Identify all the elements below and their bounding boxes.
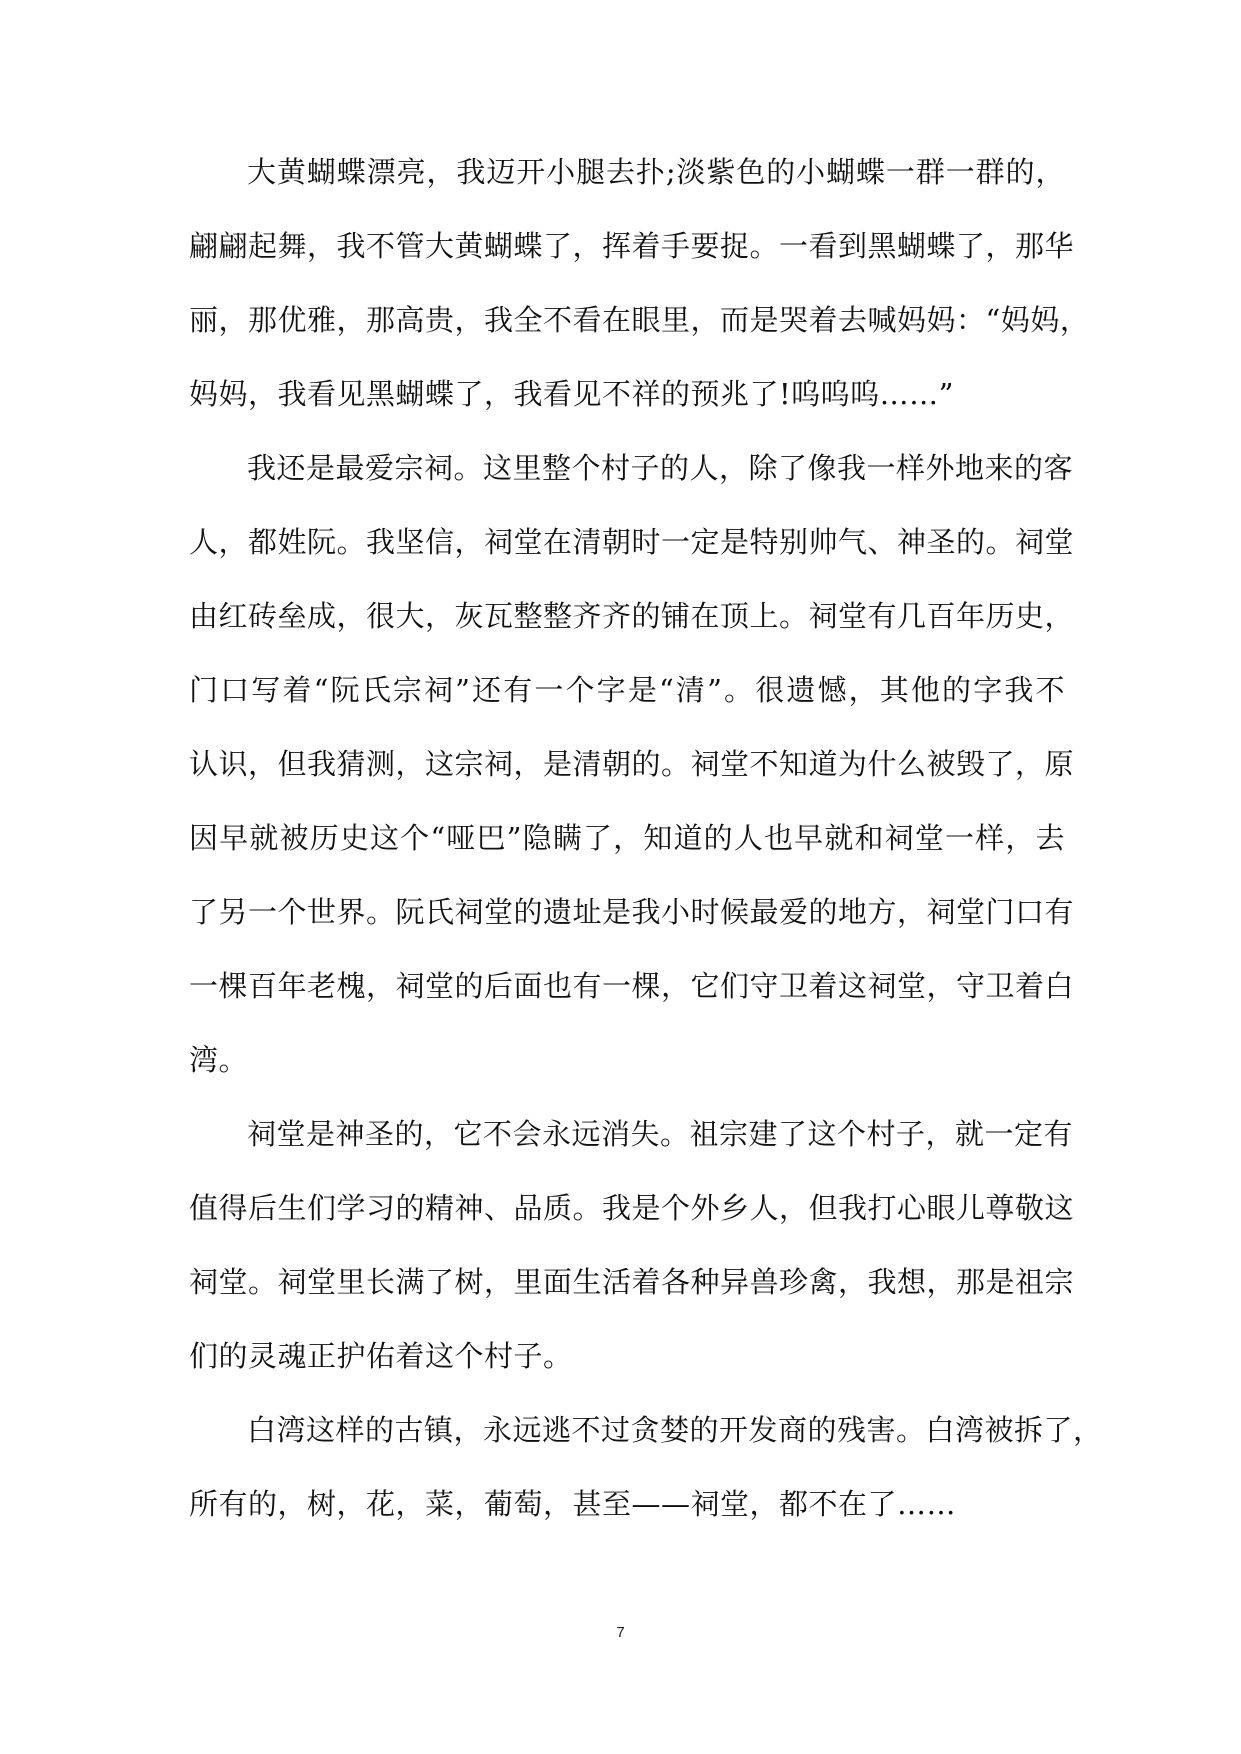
- body-text: [189, 135, 1103, 1541]
- text-line: 祠堂。祠堂里长满了树，里面生活着各种异兽珍禽，我想，那是祖宗: [189, 1265, 1075, 1299]
- text-line: 白湾这样的古镇，永远逃不过贪婪的开发商的残害。白湾被拆了，: [247, 1413, 1103, 1447]
- text-line: 妈妈，我看见黑蝴蝶了，我看见不祥的预兆了!呜呜呜……”: [189, 377, 954, 411]
- text-line: 湾。: [189, 1043, 249, 1077]
- text-line: 人，都姓阮。我坚信，祠堂在清朝时一定是特别帅气、神圣的。祠堂: [189, 525, 1075, 559]
- text-line: 因早就被历史这个“哑巴”隐瞒了，知道的人也早就和祠堂一样，去: [189, 821, 1065, 855]
- text-line: 了另一个世界。阮氏祠堂的遗址是我小时候最爱的地方，祠堂门口有: [189, 895, 1075, 929]
- text-line: 门口写着“阮氏宗祠”还有一个字是“清”。很遗憾，其他的字我不: [189, 673, 1065, 707]
- text-line: 由红砖垒成，很大，灰瓦整整齐齐的铺在顶上。祠堂有几百年历史，: [189, 599, 1075, 633]
- text-line: 我还是最爱宗祠。这里整个村子的人，除了像我一样外地来的客: [247, 451, 1074, 485]
- text-line: 一棵百年老槐，祠堂的后面也有一棵，它们守卫着这祠堂，守卫着白: [189, 969, 1075, 1003]
- text-line: 翩翩起舞，我不管大黄蝴蝶了，挥着手要捉。一看到黑蝴蝶了，那华: [189, 229, 1075, 263]
- text-line: 认识，但我猜测，这宗祠，是清朝的。祠堂不知道为什么被毁了，原: [189, 747, 1075, 781]
- page-number: 7: [616, 1624, 625, 1641]
- text-line: 所有的，树，花，菜，葡萄，甚至——祠堂，都不在了……: [189, 1487, 957, 1521]
- text-line: 大黄蝴蝶漂亮，我迈开小腿去扑;淡紫色的小蝴蝶一群一群的，: [247, 155, 1065, 189]
- text-line: 丽，那优雅，那高贵，我全不看在眼里，而是哭着去喊妈妈：“妈妈，: [189, 303, 1090, 337]
- text-line: 值得后生们学习的精神、品质。我是个外乡人，但我打心眼儿尊敬这: [189, 1191, 1075, 1225]
- text-line: 祠堂是神圣的，它不会永远消失。祖宗建了这个村子，就一定有: [247, 1117, 1074, 1151]
- text-line: 们的灵魂正护佑着这个村子。: [189, 1339, 573, 1373]
